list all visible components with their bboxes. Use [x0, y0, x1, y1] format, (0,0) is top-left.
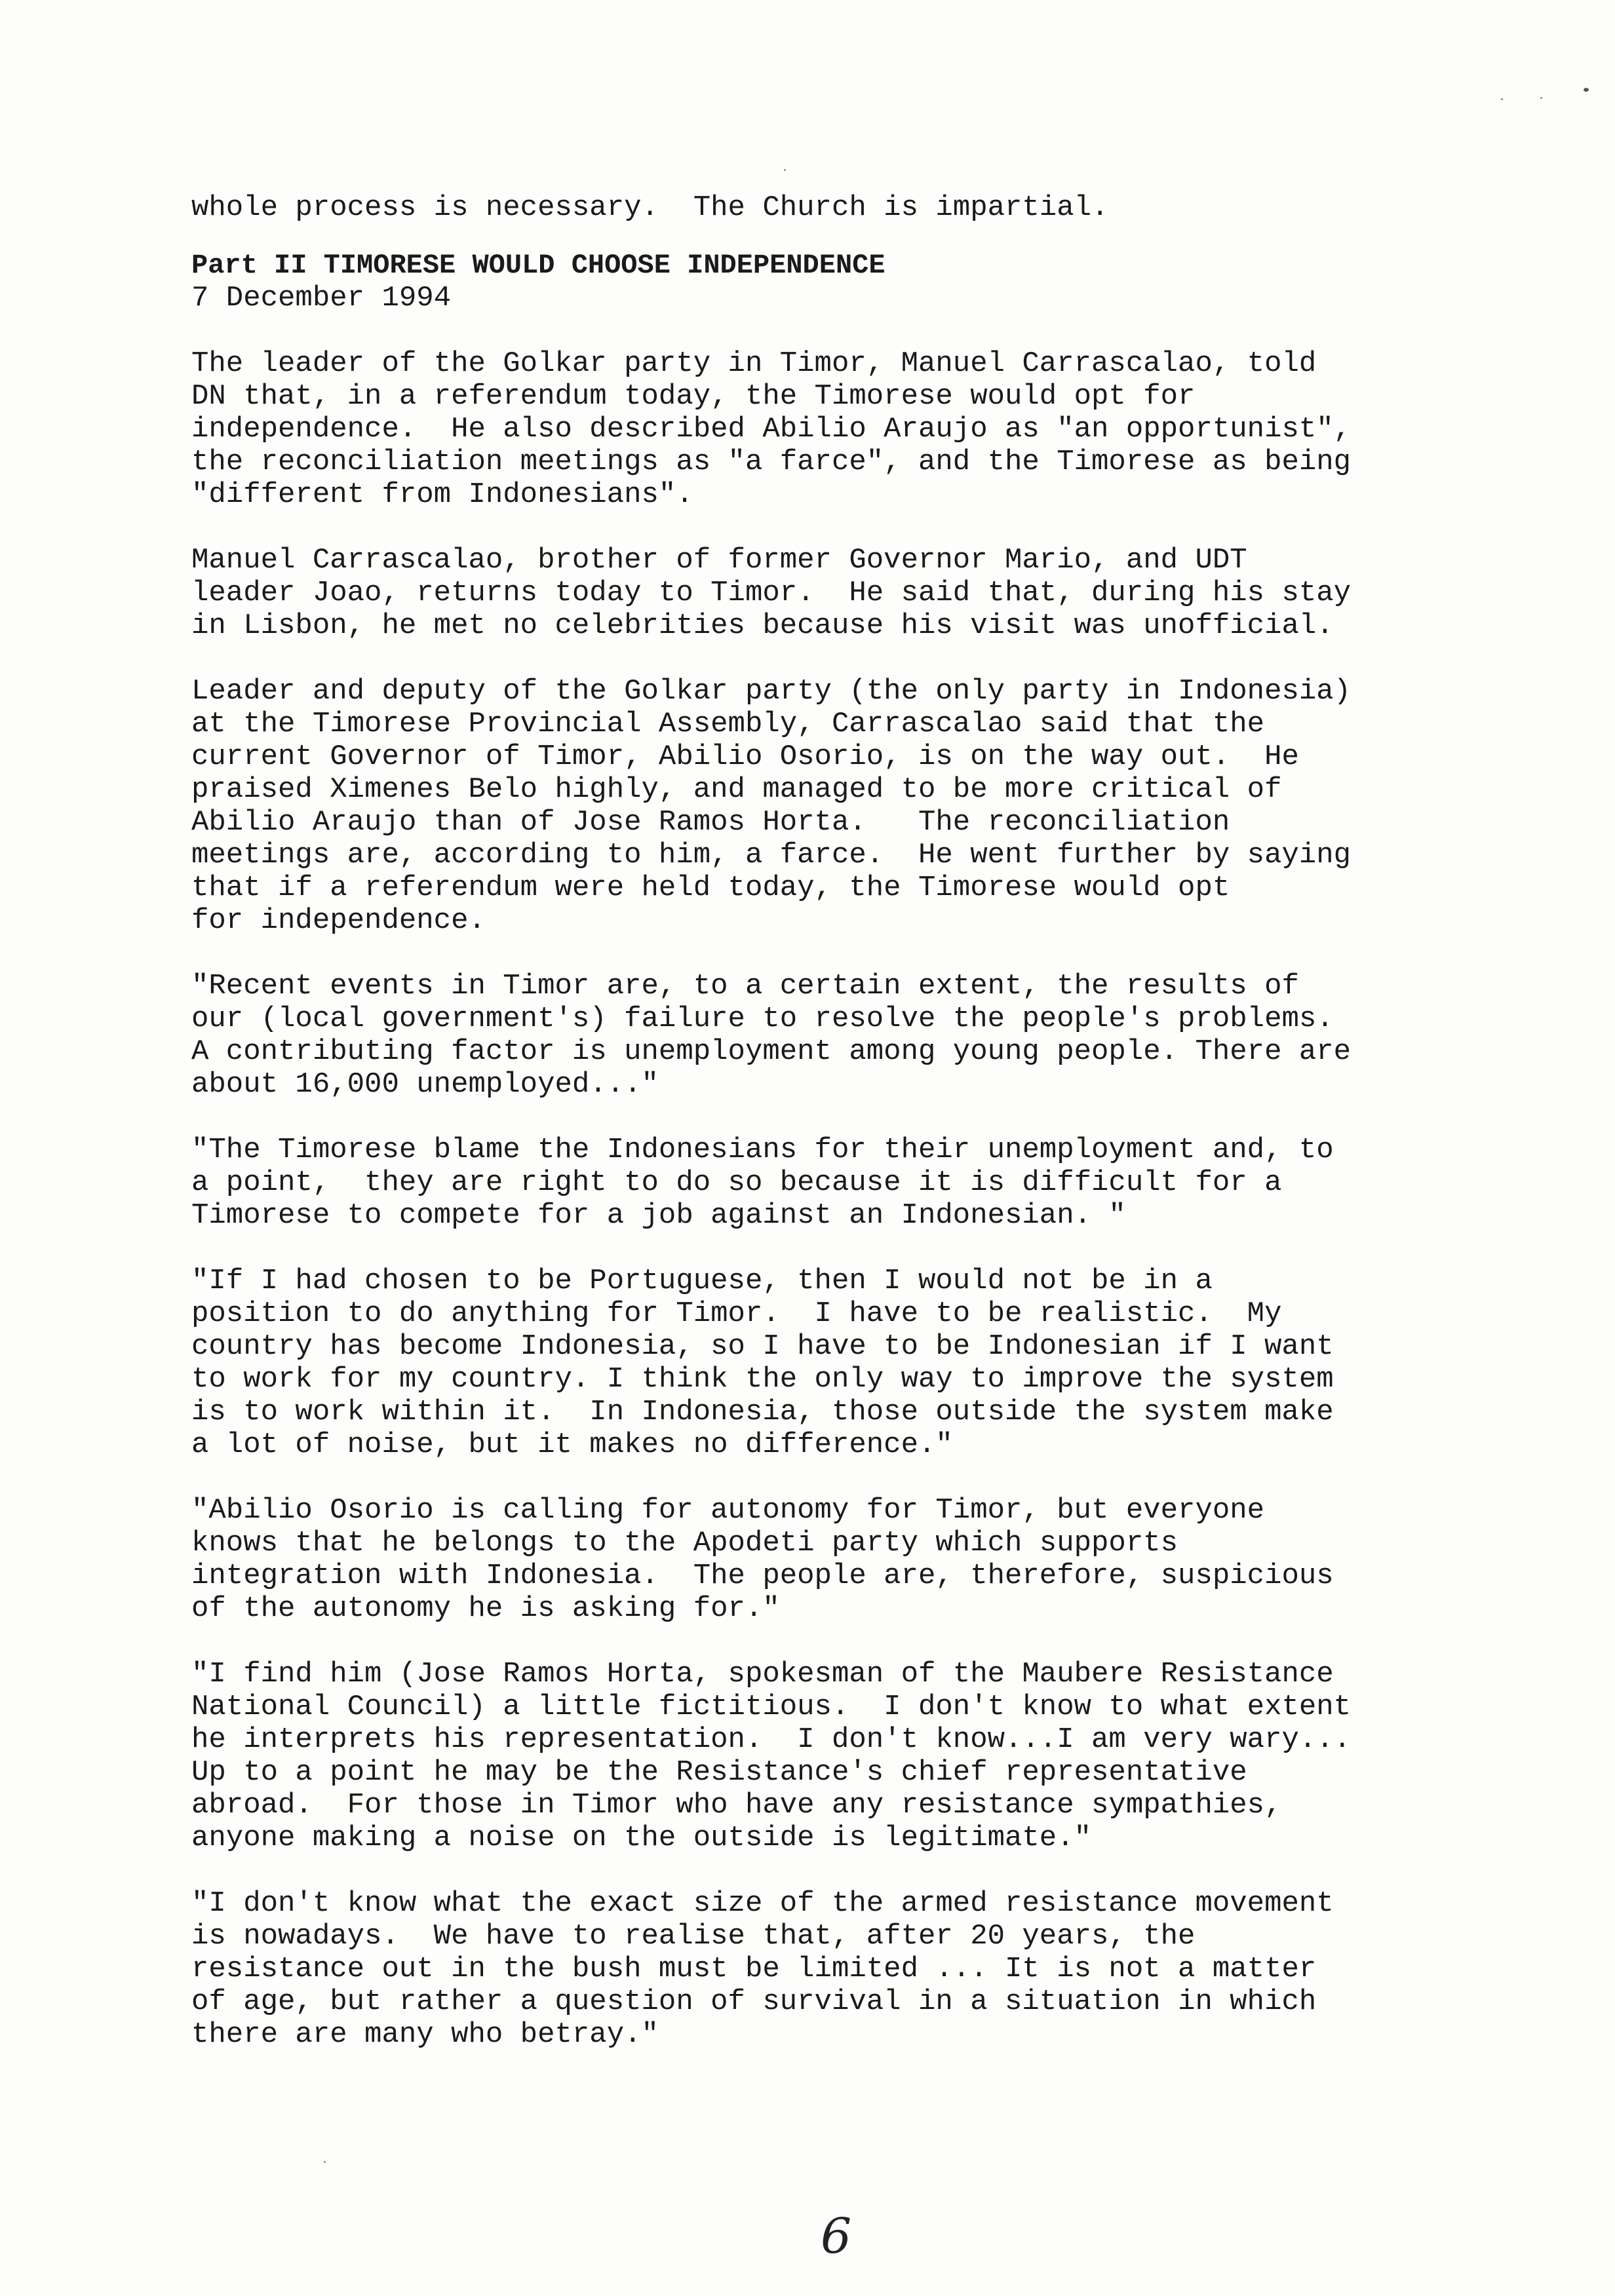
text-line: Leader and deputy of the Golkar party (the only party in Indonesia) — [191, 675, 1352, 708]
text-line: of the autonomy he is asking for." — [191, 1592, 780, 1625]
text-line: country has become Indonesia, so I have to be Indonesian if I want — [191, 1330, 1334, 1363]
text-line: National Council) a little fictitious. I don't know to what extent — [191, 1691, 1352, 1723]
text-line: Up to a point he may be the Resistance's chief representative — [191, 1756, 1247, 1789]
text-line: resistance out in the bush must be limited ... It is not a matter — [191, 1953, 1317, 1985]
intro-line — [191, 191, 1481, 224]
text-line: "different from Indonesians". — [191, 478, 693, 511]
scan-speck — [1540, 97, 1542, 99]
paragraph — [191, 1134, 1481, 1232]
text-line: "I don't know what the exact size of the armed resistance movement — [191, 1887, 1334, 1920]
text-line: there are many who betray." — [191, 2018, 659, 2051]
text-line: in Lisbon, he met no celebrities because his visit was unofficial. — [191, 609, 1334, 642]
text-line: "I find him (Jose Ramos Horta, spokesman of the Maubere Resistance — [191, 1658, 1334, 1691]
text-line: anyone making a noise on the outside is legitimate." — [191, 1822, 1092, 1854]
text-line: "Abilio Osorio is calling for autonomy for Timor, but everyone — [191, 1494, 1265, 1527]
section-date: 7 December 1994 — [191, 282, 452, 315]
text-line: for independence. — [191, 904, 486, 937]
text-line: abroad. For those in Timor who have any resistance sympathies, — [191, 1789, 1282, 1822]
text-line: meetings are, according to him, a farce. He went further by saying — [191, 839, 1352, 871]
text-line: integration with Indonesia. The people are, therefore, suspicious — [191, 1559, 1334, 1592]
text-line: at the Timorese Provincial Assembly, Carrascalao said that the — [191, 708, 1265, 740]
text-line: a lot of noise, but it makes no difference." — [191, 1428, 953, 1461]
text-line: of age, but rather a question of survival in a situation in which — [191, 1985, 1317, 2018]
text-line: The leader of the Golkar party in Timor, Manuel Carrascalao, told — [191, 347, 1317, 380]
text-line: the reconciliation meetings as "a farce", and the Timorese as being — [191, 446, 1352, 478]
text-line: independence. He also described Abilio Araujo as "an opportunist", — [191, 413, 1352, 446]
text-line: DN that, in a referendum today, the Timorese would opt for — [191, 380, 1196, 413]
text-line: a point, they are right to do so because it is difficult for a — [191, 1166, 1282, 1199]
text-line: position to do anything for Timor. I have to be realistic. My — [191, 1297, 1282, 1330]
text-line: is nowadays. We have to realise that, after 20 years, the — [191, 1920, 1196, 1953]
scan-speck — [1501, 98, 1503, 100]
paragraph — [191, 1887, 1481, 2051]
article-paragraphs — [191, 347, 1481, 2051]
section-heading: Part II TIMORESE WOULD CHOOSE INDEPENDENCE — [191, 250, 885, 281]
document-body — [191, 191, 1481, 2084]
text-line: praised Ximenes Belo highly, and managed to be more critical of — [191, 773, 1282, 806]
paragraph — [191, 1265, 1481, 1461]
text-line: "If I had chosen to be Portuguese, then I would not be in a — [191, 1265, 1213, 1297]
text-line: "The Timorese blame the Indonesians for their unemployment and, to — [191, 1134, 1334, 1166]
text-line: A contributing factor is unemployment among young people. There are — [191, 1035, 1352, 1068]
paragraph — [191, 347, 1481, 511]
text-line: is to work within it. In Indonesia, those outside the system make — [191, 1396, 1334, 1428]
page-number: 6 — [821, 2208, 852, 2265]
paragraph — [191, 970, 1481, 1101]
text-line: to work for my country. I think the only way to improve the system — [191, 1363, 1334, 1396]
scan-speck — [324, 2161, 326, 2163]
text-line: about 16,000 unemployed..." — [191, 1068, 659, 1101]
text-line: that if a referendum were held today, the Timorese would opt — [191, 871, 1230, 904]
text-line: whole process is necessary. The Church is impartial. — [191, 191, 1109, 224]
text-line: current Governor of Timor, Abilio Osorio, is on the way out. He — [191, 740, 1299, 773]
text-line: Abilio Araujo than of Jose Ramos Horta. The reconciliation — [191, 806, 1230, 839]
scan-speck — [1584, 88, 1589, 92]
paragraph — [191, 1494, 1481, 1625]
scan-speck — [784, 169, 786, 171]
paragraph — [191, 544, 1481, 642]
text-line: Manuel Carrascalao, brother of former Governor Mario, and UDT — [191, 544, 1247, 577]
text-line: our (local government's) failure to resolve the people's problems. — [191, 1003, 1334, 1035]
text-line: he interprets his representation. I don't know...I am very wary... — [191, 1723, 1352, 1756]
text-line: "Recent events in Timor are, to a certain extent, the results of — [191, 970, 1299, 1003]
text-line: Timorese to compete for a job against an Indonesian. " — [191, 1199, 1126, 1232]
paragraph — [191, 675, 1481, 937]
paragraph — [191, 1658, 1481, 1854]
text-line: leader Joao, returns today to Timor. He said that, during his stay — [191, 577, 1352, 609]
text-line: knows that he belongs to the Apodeti party which supports — [191, 1527, 1178, 1559]
